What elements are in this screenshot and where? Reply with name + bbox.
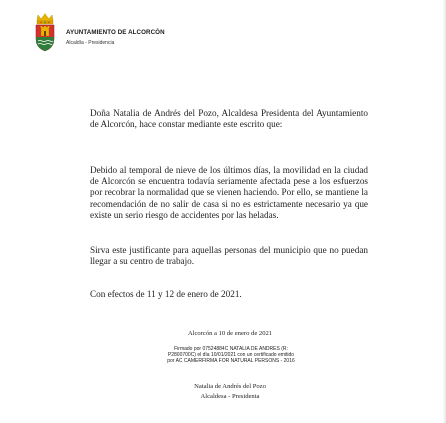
purpose-paragraph: Sirva este justificante para aquellas personas del municipio que no puedan llegar a su centro de trabajo. [90,245,368,267]
signer-name: Natalia de Andrés del Pozo [194,383,266,390]
intro-paragraph: Doña Natalia de Andrés del Pozo, Alcaldesa Presidenta del Ayuntamiento de Alcorcón, hace constar mediante este escrito que: [90,108,368,130]
org-subtitle: Alcaldía - Presidencia [66,40,115,46]
signature-line: P2800700C) el día 10/01/2021 con un certificado emitido [167,352,295,358]
place-date: Alcorcón a 10 de enero de 2021 [187,330,273,337]
signature-line: Firmado por 07524884C NATALIA DE ANDRES (R: [174,346,288,352]
signature-line: por AC CAMERFIRMA FOR NATURAL PERSONS - 2016 [167,358,295,364]
digital-signature-note [141,346,321,364]
municipal-coat-of-arms-icon [33,13,57,53]
statement-paragraph: Debido al temporal de nieve de los últimos días, la movilidad en la ciudad de Alcorcón se encuentra todavía seriamente afectada pese a los esfuerzos por recobrar la normalidad que se vienen haciendo. Por ello, se mantiene la recomendación de no salir de casa si no es estrictamente necesario ya que existe un serio riesgo de accidentes por las heladas. [90,165,368,220]
signer-title: Alcaldesa - Presidenta [200,393,260,400]
org-name: AYUNTAMIENTO DE ALCORCÓN [66,29,165,36]
effect-paragraph: Con efectos de 11 y 12 de enero de 2021. [90,289,242,299]
